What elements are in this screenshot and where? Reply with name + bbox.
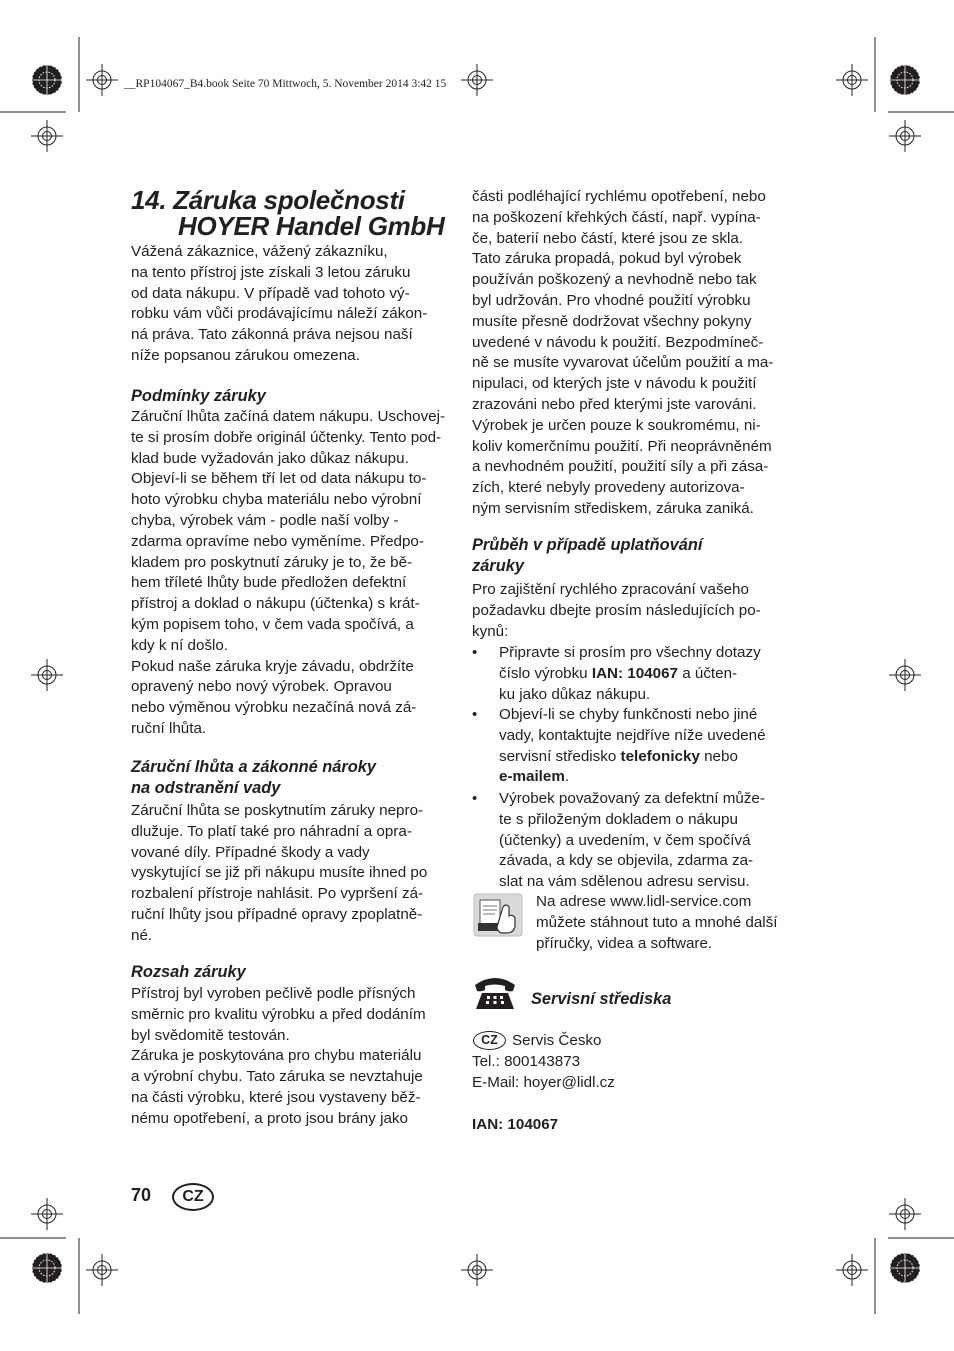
country-badge: CZ	[473, 1031, 506, 1050]
scope-paragraph: Přístroj byl vyroben pečlivě podle přísných směrnic pro kvalitu výrobku a před dodáním byl svědomitě testován. Záruka je poskytována pro chybu materiálu a výrobní chybu. Tato záruka se nevztahuje na části výrobku, které jsou vystaveny běž- nému opotřebení, a proto jsou brány jako	[131, 985, 426, 1127]
intro-paragraph: Vážená zákaznice, vážený zákazníku, na tento přístroj jste získali 3 letou záruku od data nákupu. V případě vad tohoto vý- robku vám vůči prodávajícímu náleží zákon- ná práva. Tato zákonná práva nejsou naší níže popsanou zárukou omezena.	[131, 243, 428, 364]
period-paragraph: Záruční lhůta se poskytnutím záruky nepro- dlužuje. To platí také pro náhradní a opra- vované díly. Případné škody a vady vyskytující se již při nákupu musíte ihned po rozbalení přístroje nahlásit. Po vypršení zá- ruční lhůty jsou případné opravy zpoplatně- né.	[131, 802, 428, 944]
bullet-mark: •	[472, 790, 478, 807]
manual-page: __RP104067_B4.book Seite 70 Mittwoch, 5. November 2014 3:42 15 14. Záruka společnosti HOYER Handel GmbH Vážená zákaznice, vážený zákazníku, na tento přístroj jste získali 3 letou záruku od data nákupu. V případě vad tohoto vý- robku vám vůči prodávajícímu náleží zákon- ná práva. Tato zákonná práva nejsou naší níže popsanou zárukou omezena. Podmínky záruky Záruční lhůta začíná datem nákupu. Uschovej- te si prosím dobře originál účtenky. Tento pod- klad bude vyžadován jako důkaz nákupu. Objeví-li se během tří let od data nákupu to- hoto výrobku chyba materiálu nebo výrobní chyba, výrobek vám - podle naší volby - zdarma opravíme nebo vyměníme. Předpo- kladem pro poskytnutí záruky je to, že bě- hem tříleté lhůty bude předložen defektní přístroj a doklad o nákupu (účtenka) s krát- kým popisem toho, v čem vada spočívá, a kdy k ní došlo. Pokud naše záruka kryje závadu, obdržíte opravený nebo nový výrobek. Opravou nebo výměnou výrobku nezačíná nová zá- ruční lhůta. Záruční lhůta a zákonné nároky na odstranění vady Záruční lhůta se poskytnutím záruky nepro- dlužuje. To platí také pro náhradní a opra- vované díly. Případné škody a vady vyskytující se již při nákupu musíte ihned po rozbalení přístroje nahlásit. Po vypršení zá- ruční lhůty jsou případné opravy zpoplatně- né. Rozsah záruky Přístroj byl vyroben pečlivě podle přísných směrnic pro kvalitu výrobku a před dodáním byl svědomitě testován. Záruka je poskytována pro chybu materiálu a výrobní chybu. Tato záruka se nevztahuje na části výrobku, které jsou vystaveny běž- nému opotřebení, a proto jsou brány jako části podléhající rychlému opotřebení, nebo na poškození křehkých částí, např. vypína- če, baterií nebo částí, které jsou ze skla. Tato záruka propadá, pokud byl výrobek používán poškozený a nevhodně nebo tak byl udržován. Pro vhodné použití výrobku musíte přesně dodržovat všechny pokyny uvedené v návodu k použití. Bezpodmíneč- ně se musíte vyvarovat účelům použití a ma- nipulaci, od kterých jste v návodu k použití zrazováni nebo před kterými jste varováni. Výrobek je určen pouze k soukromému, ni- koliv komerčnímu použití. Při neoprávněném a nevhodném použití, použití síly a při zása- zích, které nebyly provedeny autorizova- ným servisním střediskem, záruka zaniká. Průběh v případě uplatňování záruky Pro zajištění rychlého zpracování vašeho požadavku dbejte prosím následujících po- kynů: • Připravte si prosím pro všechny dotazy číslo výrobku IAN: 104067 a účten- ku jako důkaz nákupu. • Objeví-li se chyby funkčnosti nebo jiné vady, kontaktujte nejdříve níže uvedené servisní středisko telefonicky nebo e-mailem. • Výrobek považovaný za defektní může- te s přiloženým dokladem o nákupu (účtenky) a uvedením, v čem spočívá závada, a kdy se objevila, zdarma za- slat na vám sdělenou adresu servisu. Na adrese www.lidl-service.com můžete stáhnout tuto a mnohé další příručky, videa a software. Servisní střediska CZ Servis Česko Tel.: 800143873 E-Mail: hoyer@lidl.cz IAN: 104067 70 CZ	[0, 0, 954, 1351]
bullet-mark: •	[472, 644, 478, 661]
section-title-line-1: 14. Záruka společnosti	[131, 185, 405, 215]
service-contact: Tel.: 800143873 E-Mail: hoyer@lidl.cz	[472, 1053, 615, 1091]
bullet-mark: •	[472, 706, 478, 723]
procedure-intro: Pro zajištění rychlého zpracování vašeho požadavku dbejte prosím následujících po- kynů:	[472, 581, 761, 640]
scope-heading: Rozsah záruky	[131, 963, 246, 981]
conditions-paragraph: Záruční lhůta začíná datem nákupu. Uschovej- te si prosím dobře originál účtenky. Tento pod- klad bude vyžadován jako důkaz nákupu. Objeví-li se během tří let od data nákupu to- hoto výrobku chyba materiálu nebo výrobní chyba, výrobek vám - podle naší volby - zdarma opravíme nebo vyměníme. Předpo- kladem pro poskytnutí záruky je to, že bě- hem tříleté lhůty bude předložen defektní přístroj a doklad o nákupu (účtenka) s krát- kým popisem toho, v čem vada spočívá, a kdy k ní došlo. Pokud naše záruka kryje závadu, obdržíte opravený nebo nový výrobek. Opravou nebo výměnou výrobku nezačíná nová zá- ruční lhůta.	[131, 408, 446, 737]
service-name: Servis Česko	[512, 1032, 602, 1049]
ian-number: IAN: 104067	[472, 1116, 559, 1133]
conditions-heading: Podmínky záruky	[131, 387, 266, 405]
scope-continued-paragraph: části podléhající rychlému opotřebení, nebo na poškození křehkých částí, např. vypína- če, baterií nebo částí, které jsou ze skla. Tato záruka propadá, pokud byl výrobek používán poškozený a nevhodně nebo tak byl udržován. Pro vhodné použití výrobku musíte přesně dodržovat všechny pokyny uvedené v návodu k použití. Bezpodmíneč- ně se musíte vyvarovat účelům použití a ma- nipulaci, od kterých jste v návodu k použití zrazováni nebo před kterými jste varováni. Výrobek je určen pouze k soukromému, ni- koliv komerčnímu použití. Při neoprávněném a nevhodném použití, použití síly a při zása- zích, které nebyly provedeny autorizova- ným servisním střediskem, záruka zaniká.	[472, 188, 774, 517]
download-info: Na adrese www.lidl-service.com můžete stáhnout tuto a mnohé další příručky, videa a software.	[536, 893, 778, 952]
language-badge: CZ	[172, 1183, 214, 1211]
procedure-heading: Průběh v případě uplatňování záruky	[472, 536, 703, 575]
section-title-line-2: HOYER Handel GmbH	[178, 211, 445, 241]
period-heading: Záruční lhůta a zákonné nároky na odstranění vady	[131, 758, 377, 797]
service-heading: Servisní střediska	[531, 990, 672, 1008]
page-number: 70	[131, 1185, 152, 1205]
print-header: __RP104067_B4.book Seite 70 Mittwoch, 5. November 2014 3:42 15	[124, 78, 447, 90]
